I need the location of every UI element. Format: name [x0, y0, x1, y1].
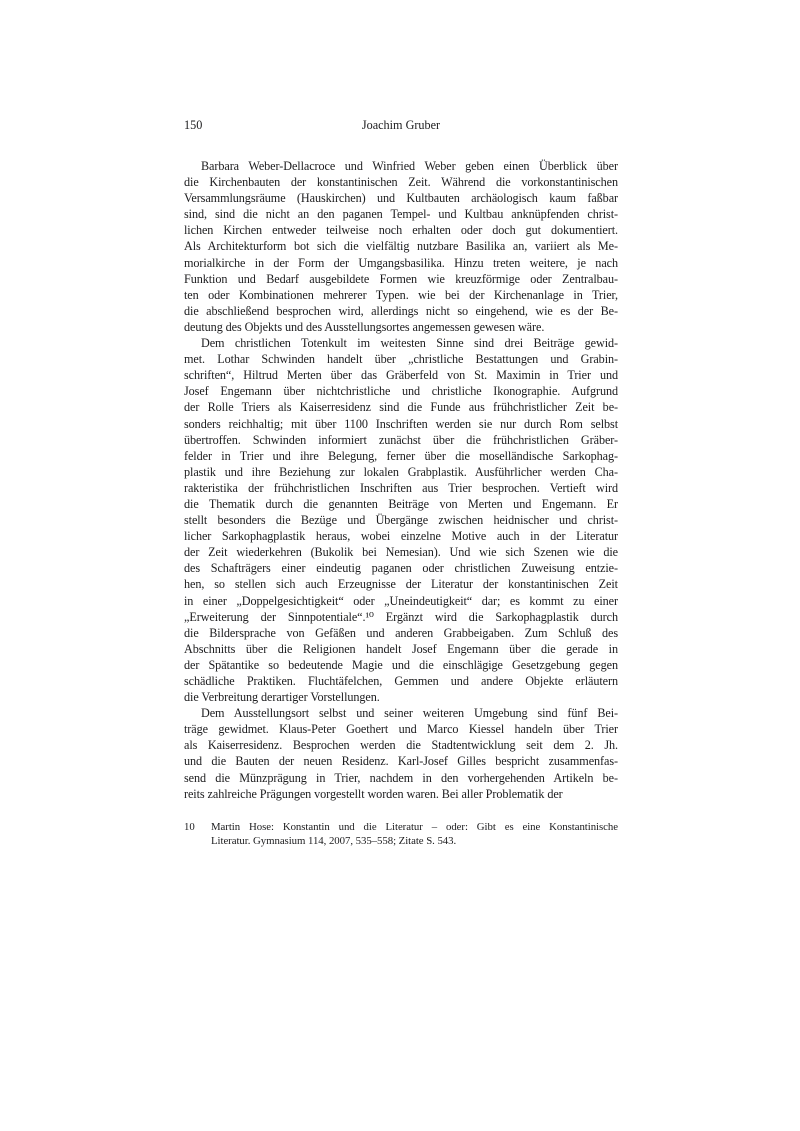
text-line: des Schafträgers einer eindeutig paganen oder christlichen Zuweisung entzie- [184, 561, 618, 576]
text-line: ten oder Kombinationen mehrerer Typen. wie bei der Kirchenanlage in Trier, [184, 287, 618, 302]
footnote-text [211, 820, 618, 849]
text-line: lichen Kirchen entweder teilweise noch erhalten oder doch gut dokumentiert. [184, 223, 618, 238]
text-line: Josef Engemann über nichtchristliche und christliche Ikonographie. Aufgrund [184, 384, 618, 399]
text-line: sind, sind die nicht an den paganen Tempel- und Kultbau anknüpfenden christ- [184, 207, 618, 222]
text-line: die Kirchenbauten der konstantinischen Zeit. Während die vorkonstantinischen [184, 175, 618, 190]
text-line: hen, so stellen sich auch Erzeugnisse der Literatur der konstantinischen Zeit [184, 577, 618, 592]
text-column [184, 117, 618, 849]
footnote [184, 820, 618, 849]
text-line: der Spätantike so bedeutende Magie und die einschlägige Gesetzgebung gegen [184, 657, 618, 672]
text-line: stellt besonders die Bezüge und Übergänge zwischen heidnischer und christ- [184, 513, 618, 528]
text-line: Als Architekturform bot sich die vielfältig nutzbare Basilika an, variiert als Me- [184, 239, 618, 254]
text-line: träge gewidmet. Klaus-Peter Goethert und Marco Kiessel handeln über Trier [184, 722, 618, 737]
text-line: die abschließend besprochen wird, allerdings nicht so eingehend, wie es der Be- [184, 303, 618, 318]
text-line: die Thematik durch die genannten Beiträge von Merten und Engemann. Er [184, 496, 618, 511]
text-line: der Rolle Triers als Kaiserresidenz sind die Funde aus frühchristlicher Zeit be- [184, 400, 618, 415]
text-line: deutung des Objekts und des Ausstellungsortes angemessen gewesen wäre. [184, 319, 545, 334]
text-line: die Verbreitung derartiger Vorstellungen. [184, 690, 380, 705]
page-header [184, 117, 618, 133]
body-text [184, 158, 618, 802]
text-line: felder in Trier und ihre Belegung, ferner über die moselländische Sarkophag- [184, 448, 618, 463]
paragraph [184, 158, 618, 335]
text-line: schriften“, Hiltrud Merten über das Gräberfeld von St. Maximin in Trier und [184, 368, 618, 383]
text-line: übertroffen. Schwinden informiert zunächst über die frühchristlichen Gräber- [184, 432, 618, 447]
text-line: Funktion und Bedarf ausgebildete Formen wie kreuzförmige oder Zentralbau- [184, 271, 618, 286]
text-line: Abschnitts über die Religionen handelt Josef Engemann über die gerade in [184, 641, 618, 656]
text-line: morialkirche in der Form der Umgangsbasilika. Hinzu treten weitere, je nach [184, 255, 618, 270]
paragraph [184, 705, 618, 802]
text-line: reits zahlreiche Prägungen vorgestellt worden waren. Bei aller Problematik der [184, 786, 563, 801]
text-line: plastik und ihre Beziehung zur lokalen Grabplastik. Ausführlicher werden Cha- [184, 464, 618, 479]
footnote-line: Martin Hose: Konstantin und die Literatur – oder: Gibt es eine Konstantinische [211, 820, 618, 833]
text-line: der Zeit wiederkehren (Bukolik bei Nemesian). Und wie sich Szenen wie die [184, 545, 618, 560]
text-line: als Kaiserresidenz. Besprochen werden die Stadtentwicklung seit dem 2. Jh. [184, 738, 618, 753]
paragraph [184, 335, 618, 705]
text-line: Dem christlichen Totenkult im weitesten Sinne sind drei Beiträge gewid- [201, 336, 618, 351]
text-line: Dem Ausstellungsort selbst und seiner weiteren Umgebung sind fünf Bei- [201, 706, 618, 721]
text-line: sonders reichhaltig; mit über 1100 Inschriften werden sie nur durch Rom selbst [184, 416, 618, 431]
running-head: Joachim Gruber [361, 118, 441, 132]
page-number: 150 [184, 118, 203, 132]
text-line: licher Sarkophagplastik heraus, wobei einzelne Motive auch in der Literatur [184, 529, 618, 544]
text-line: „Erweiterung der Sinnpotentiale“.¹⁰ Ergänzt wird die Sarkophagplastik durch [184, 609, 618, 624]
text-line: die Bildersprache von Gefäßen und anderen Grabbeigaben. Zum Schluß des [184, 625, 618, 640]
text-line: und die Bauten der neuen Residenz. Karl-Josef Gilles bespricht zusammenfas- [184, 754, 618, 769]
text-line: Barbara Weber-Dellacroce und Winfried Weber geben einen Überblick über [201, 159, 618, 173]
footnote-line: Literatur. Gymnasium 114, 2007, 535–558; Zitate S. 543. [211, 835, 457, 848]
text-line: Versammlungsräume (Hauskirchen) und Kultbauten archäologisch kaum faßbar [184, 191, 618, 206]
footnote-marker: 10 [184, 820, 195, 833]
text-line: schädliche Praktiken. Fluchtäfelchen, Gemmen und andere Objekte erläutern [184, 674, 618, 688]
text-line: in einer „Doppelgesichtigkeit“ oder „Uneindeutigkeit“ dar; es kommt zu einer [184, 593, 618, 608]
text-line: rakteristika der frühchristlichen Inschriften aus Trier besprochen. Vertieft wird [184, 480, 618, 495]
text-line: send die Münzprägung in Trier, nachdem in den vorhergehenden Artikeln be- [184, 770, 618, 785]
text-line: met. Lothar Schwinden handelt über „christliche Bestattungen und Grabin- [184, 352, 618, 367]
